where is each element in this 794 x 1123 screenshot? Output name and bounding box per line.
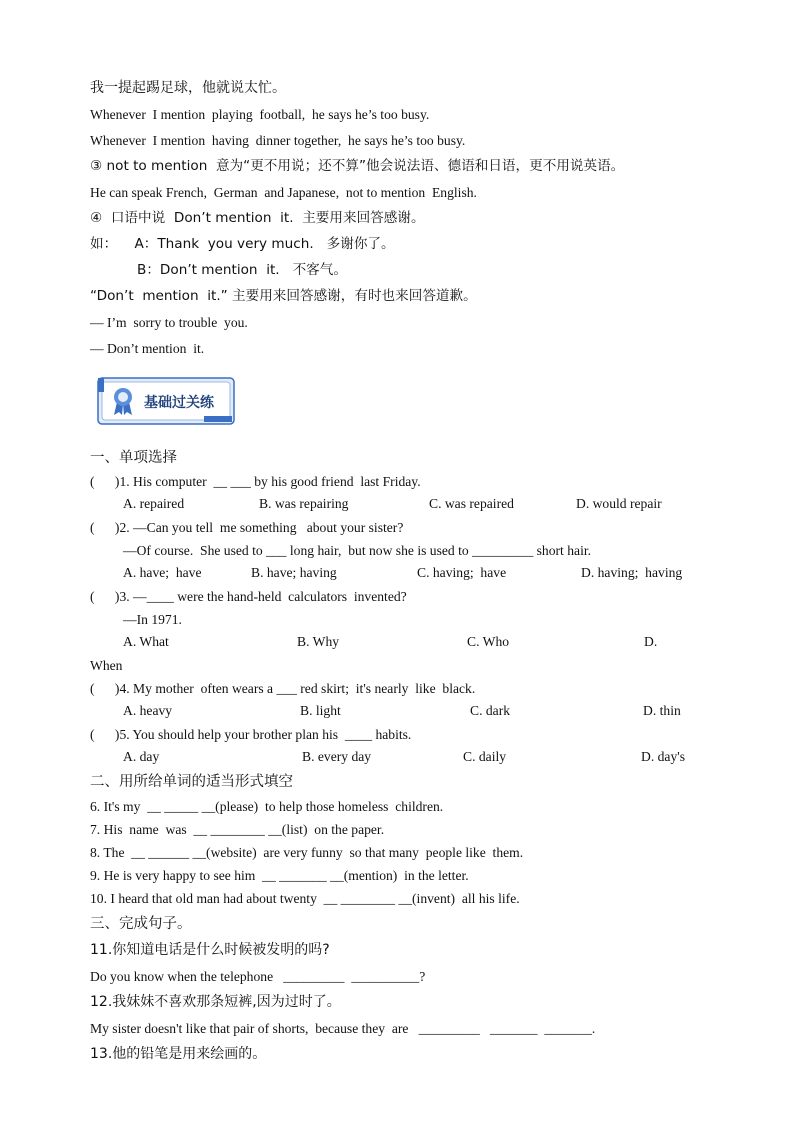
q1-option-d[interactable]: D. would repair bbox=[576, 496, 662, 511]
q2-option-d[interactable]: D. having; having bbox=[581, 565, 683, 580]
question-2: ( )2. —Can you tell me something about your sister? bbox=[90, 520, 404, 535]
question-3: ( )3. —____ were the hand-held calculators invented? bbox=[90, 589, 407, 604]
q5-option-b[interactable]: B. every day bbox=[302, 749, 372, 764]
banner-title: 基础过关练 bbox=[144, 395, 214, 411]
q4-option-d[interactable]: D. thin bbox=[643, 703, 681, 718]
question-11-en[interactable]: Do you know when the telephone _________ __________? bbox=[90, 969, 426, 984]
q1-option-b[interactable]: B. was repairing bbox=[259, 496, 349, 511]
question-3-answer: —In 1971. bbox=[123, 612, 182, 627]
dialog-b: B：Don’t mention it. 不客气。 bbox=[137, 262, 347, 278]
q1-option-c[interactable]: C. was repaired bbox=[429, 496, 514, 511]
q4-option-b[interactable]: B. light bbox=[300, 703, 341, 718]
q1-options bbox=[123, 496, 723, 514]
q3-option-d[interactable]: D. bbox=[644, 634, 658, 649]
question-7[interactable]: 7. His name was __ ________ __(list) on the paper. bbox=[90, 822, 385, 837]
q5-option-d[interactable]: D. day's bbox=[641, 749, 685, 764]
section1-heading: 一、单项选择 bbox=[90, 450, 177, 466]
q5-option-a[interactable]: A. day bbox=[123, 749, 160, 764]
q4-options bbox=[123, 703, 723, 721]
question-13-cn: 13.他的铅笔是用来绘画的。 bbox=[90, 1046, 267, 1062]
q2-options bbox=[123, 565, 723, 583]
question-1: ( )1. His computer __ ___ by his good friend last Friday. bbox=[90, 474, 421, 489]
question-11-cn: 11.你知道电话是什么时候被发明的吗? bbox=[90, 942, 330, 958]
question-2-cont: —Of course. She used to ___ long hair, but now she is used to _________ short hair. bbox=[123, 543, 592, 558]
q4-option-a[interactable]: A. heavy bbox=[123, 703, 173, 718]
question-4: ( )4. My mother often wears a ___ red skirt; it's nearly like black. bbox=[90, 681, 476, 696]
q3-option-d-wrap: When bbox=[90, 658, 123, 673]
question-12-cn: 12.我妹妹不喜欢那条短裤,因为过时了。 bbox=[90, 994, 341, 1010]
question-6[interactable]: 6. It's my __ _____ __(please) to help those homeless children. bbox=[90, 799, 444, 814]
section3-heading: 三、完成句子。 bbox=[90, 916, 192, 932]
dialog-line-1: — I’m sorry to trouble you. bbox=[90, 315, 248, 330]
question-5: ( )5. You should help your brother plan his ____ habits. bbox=[90, 727, 412, 742]
q4-option-c[interactable]: C. dark bbox=[470, 703, 511, 718]
example-cn-1: 我一提起踢足球，他就说太忙。 bbox=[90, 80, 286, 96]
section-banner bbox=[96, 376, 236, 426]
note-dont-mention: “Don’t mention it.” 主要用来回答感谢，有时也来回答道歉。 bbox=[90, 288, 477, 304]
dialog-a: 如： A：Thank you very much. 多谢你了。 bbox=[90, 236, 395, 252]
q2-option-b[interactable]: B. have; having bbox=[251, 565, 337, 580]
question-12-en[interactable]: My sister doesn't like that pair of shorts, because they are _________ _______ _______. bbox=[90, 1021, 596, 1036]
award-ribbon-icon bbox=[110, 386, 136, 416]
dialog-line-2: — Don’t mention it. bbox=[90, 341, 205, 356]
q2-option-c[interactable]: C. having; have bbox=[417, 565, 507, 580]
q3-option-b[interactable]: B. Why bbox=[297, 634, 340, 649]
q1-option-a[interactable]: A. repaired bbox=[123, 496, 185, 511]
q2-option-a[interactable]: A. have; have bbox=[123, 565, 202, 580]
example-en-1: Whenever I mention playing football, he says he’s too busy. bbox=[90, 107, 430, 122]
q3-options bbox=[123, 634, 723, 652]
question-10[interactable]: 10. I heard that old man had about twenty __ ________ __(invent) all his life. bbox=[90, 891, 520, 906]
q5-options bbox=[123, 749, 723, 767]
note-3: ③ not to mention 意为“更不用说；还不算”他会说法语、德语和日语，更不用说英语。 bbox=[90, 158, 625, 174]
question-8[interactable]: 8. The __ ______ __(website) are very funny so that many people like them. bbox=[90, 845, 524, 860]
example-en-2: Whenever I mention having dinner together, he says he’s too busy. bbox=[90, 133, 466, 148]
section2-heading: 二、用所给单词的适当形式填空 bbox=[90, 774, 293, 790]
example-en-3: He can speak French, German and Japanese, not to mention English. bbox=[90, 185, 477, 200]
question-9[interactable]: 9. He is very happy to see him __ _______ __(mention) in the letter. bbox=[90, 868, 469, 883]
q5-option-c[interactable]: C. daily bbox=[463, 749, 507, 764]
note-4: ④ 口语中说 Don’t mention it. 主要用来回答感谢。 bbox=[90, 210, 425, 226]
q3-option-c[interactable]: C. Who bbox=[467, 634, 510, 649]
q3-option-a[interactable]: A. What bbox=[123, 634, 169, 649]
